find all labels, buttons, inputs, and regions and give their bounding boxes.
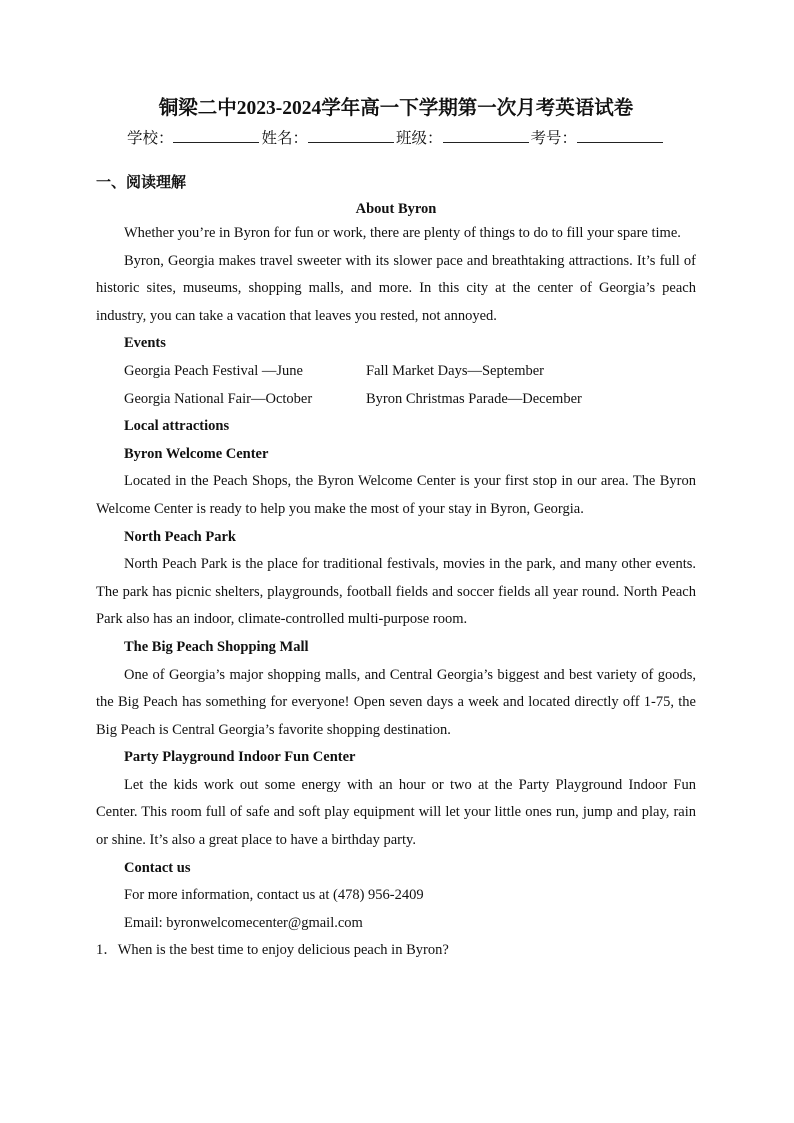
name-label: 姓名： bbox=[261, 130, 308, 147]
student-info-line bbox=[96, 126, 696, 152]
events-heading: Events bbox=[124, 335, 166, 352]
question-1: 1．When is the best time to enjoy delicious peach in Byron? bbox=[96, 942, 449, 959]
events-row bbox=[96, 386, 696, 414]
contact-email: Email: byronwelcomecenter@gmail.com bbox=[124, 914, 363, 931]
attraction-text: Let the kids work out some energy with an hour or two at the Party Playground Indoor Fun Center. This room full of safe and soft play equipment will let your little ones run, jump and play, rain or shine. It’s also a great place to have a birthday party. bbox=[96, 776, 696, 849]
exam-title: 铜梁二中2023-2024学年高一下学期第一次月考英语试卷 bbox=[158, 98, 634, 119]
contact-phone: For more information, contact us at (478) 956-2409 bbox=[124, 887, 424, 904]
attraction-name: North Peach Park bbox=[124, 528, 236, 545]
attraction-text: Located in the Peach Shops, the Byron Welcome Center is your first stop in our area. The Byron Welcome Center is ready to help you make the most of your stay in Byron, Georgia. bbox=[96, 473, 696, 517]
class-label: 班级： bbox=[396, 130, 443, 147]
attraction-name: Party Playground Indoor Fun Center bbox=[124, 749, 356, 766]
exam-page bbox=[96, 96, 696, 965]
school-label: 学校： bbox=[126, 130, 174, 147]
school-blank bbox=[173, 128, 259, 143]
class-blank bbox=[443, 128, 529, 143]
event-item: Fall Market Days—September bbox=[366, 362, 544, 379]
attraction-name: Byron Welcome Center bbox=[124, 445, 269, 462]
intro-paragraph-1: Whether you’re in Byron for fun or work, there are plenty of things to do to fill your spare time. bbox=[124, 225, 681, 241]
event-item: Georgia Peach Festival —June bbox=[124, 362, 303, 379]
contact-heading: Contact us bbox=[124, 859, 191, 876]
events-row bbox=[96, 358, 696, 386]
attraction-text: North Peach Park is the place for traditional festivals, movies in the park, and many other events. The park has picnic shelters, playgrounds, football fields and soccer fields all year round. North Peach Park also has an indoor, climate-controlled multi-purpose room. bbox=[96, 556, 696, 628]
exam-number-blank bbox=[577, 128, 663, 143]
event-item: Georgia National Fair—October bbox=[124, 390, 313, 407]
article-title: About Byron bbox=[355, 201, 437, 217]
exam-number-label: 考号： bbox=[530, 130, 578, 147]
section-heading: 一、阅读理解 bbox=[96, 175, 187, 191]
intro-paragraph-2: Byron, Georgia makes travel sweeter with its slower pace and breathtaking attractions. It’s full of historic sites, museums, shopping malls, and more. In this city at the center of Georgia’s peach industry, you can take a vacation that leaves you rested, not annoyed. bbox=[96, 252, 696, 324]
event-item: Byron Christmas Parade—December bbox=[366, 390, 582, 407]
attraction-name: The Big Peach Shopping Mall bbox=[124, 638, 309, 655]
attraction-text: One of Georgia’s major shopping malls, and Central Georgia’s biggest and best variety of goods, the Big Peach has something for everyone! Open seven days a week and located directly off 1-75, the Big Peach is Central Georgia’s favorite shopping destination. bbox=[96, 666, 696, 738]
attractions-heading: Local attractions bbox=[124, 418, 230, 435]
name-blank bbox=[308, 128, 394, 143]
